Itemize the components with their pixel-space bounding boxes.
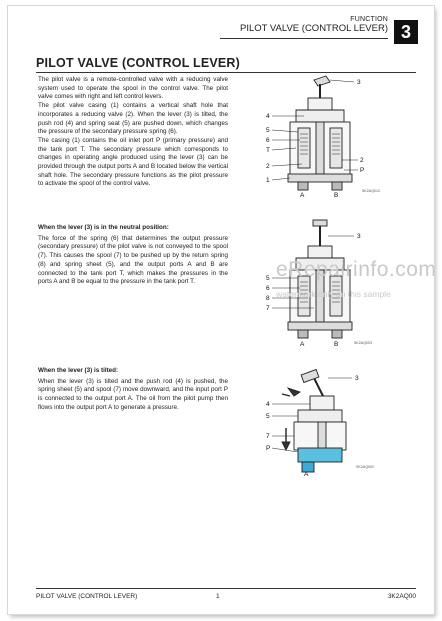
page-header bbox=[240, 16, 388, 35]
section-number-badge: 3 bbox=[394, 20, 418, 44]
footer-rule bbox=[36, 588, 416, 589]
tilted-heading: When the lever (3) is tilted: bbox=[38, 367, 119, 374]
footer-title: PILOT VALVE (CONTROL LEVER) bbox=[36, 593, 138, 600]
neutral-section bbox=[38, 224, 228, 287]
figure-tilted-position bbox=[258, 364, 393, 476]
fig2-code: SK2AQ003 bbox=[354, 341, 372, 345]
fig1-label-2: 2 bbox=[266, 163, 270, 170]
neutral-heading: When the lever (3) is in the neutral position: bbox=[38, 224, 169, 231]
fig1-label-p: P bbox=[360, 167, 365, 174]
fig3-label-7: 7 bbox=[266, 433, 270, 440]
fig2-label-3: 3 bbox=[357, 233, 361, 240]
fig3-label-5: 5 bbox=[266, 413, 270, 420]
fig3-code: SK2AQ002 bbox=[356, 465, 374, 469]
fig1-label-2-right: 2 bbox=[360, 157, 364, 164]
figure-neutral-position bbox=[258, 216, 393, 351]
footer-page-number: 1 bbox=[216, 593, 220, 600]
tilted-text: When the lever (3) is tilted and the push rod (4) is pushed, the spring sheet (5) and spool (7) move downward, and the input port P is connected to the output port A. The oil from the pilot pump then flows into the output port A to generate a pressure. bbox=[38, 377, 228, 411]
fig2-label-5: 5 bbox=[266, 275, 270, 282]
fig2-label-8: 8 bbox=[266, 295, 270, 302]
intro-paragraph-2: The pilot valve casing (1) contains a vertical shaft hole that incorporates a reducing valve (2). When the lever (3) is tilted, the push rod (4) and spring seat (5) are pushed down, which changes the pressure of the secondary pressure spring (6). bbox=[38, 102, 228, 136]
watermark-note: watermark only on this sample bbox=[276, 289, 391, 299]
header-section-title: PILOT VALVE (CONTROL LEVER) bbox=[240, 23, 388, 35]
fig3-label-p: P bbox=[266, 445, 271, 452]
page-title: PILOT VALVE (CONTROL LEVER) bbox=[36, 56, 241, 70]
intro-paragraph-3: The casing (1) contains the oil inlet port P (primary pressure) and the tank port T. The secondary pressure which corresponds to changes in operating angle produced using the lever (3) can be provided through the output ports A and B located below the vertical shaft hole. The secondary pressure functions as the pilot pressure to activate the spool of the control valve. bbox=[38, 136, 228, 188]
fig1-port-b: B bbox=[334, 192, 339, 199]
tilted-section bbox=[38, 367, 228, 413]
footer-doc-code: 3K2AQ00 bbox=[387, 593, 416, 600]
fig2-label-6: 6 bbox=[266, 285, 270, 292]
intro-paragraph-1: The pilot valve is a remote-controlled valve with a reducing valve system used to operate the spool in the control valve. The pilot valve comes with right and left control levers. bbox=[38, 76, 228, 101]
intro-text bbox=[38, 76, 228, 189]
header-rule bbox=[220, 38, 388, 39]
fig1-code: SK2AQ012 bbox=[362, 189, 380, 193]
fig2-label-7: 7 bbox=[266, 305, 270, 312]
fig1-label-3: 3 bbox=[357, 79, 361, 86]
watermark-site: eRepairinfo.com bbox=[276, 258, 437, 281]
fig2-port-a: A bbox=[300, 341, 305, 348]
fig2-port-b: B bbox=[334, 341, 339, 348]
fig1-port-a: A bbox=[300, 192, 305, 199]
neutral-text: The force of the spring (6) that determines the output pressure (secondary pressure) of the pilot valve is not conveyed to the spool (7). This causes the spool (7) to be pushed up by the return spring (8) and spring sheet (5), and the output ports A and B are connected to the tank port T, which makes the pressures in the ports A and B be equal to the pressure in the tank port T. bbox=[38, 234, 228, 286]
fig1-label-4: 4 bbox=[266, 113, 270, 120]
fig1-label-6: 6 bbox=[266, 137, 270, 144]
figure-pilot-valve-section bbox=[258, 72, 393, 200]
header-function-label: FUNCTION bbox=[350, 16, 388, 23]
fig1-label-t: T bbox=[266, 147, 270, 154]
fig3-label-4: 4 bbox=[266, 401, 270, 408]
fig1-label-1: 1 bbox=[266, 177, 270, 184]
fig3-label-3: 3 bbox=[355, 375, 359, 382]
fig3-port-a: A bbox=[304, 471, 309, 476]
fig1-label-5: 5 bbox=[266, 127, 270, 134]
manual-page bbox=[8, 6, 437, 614]
